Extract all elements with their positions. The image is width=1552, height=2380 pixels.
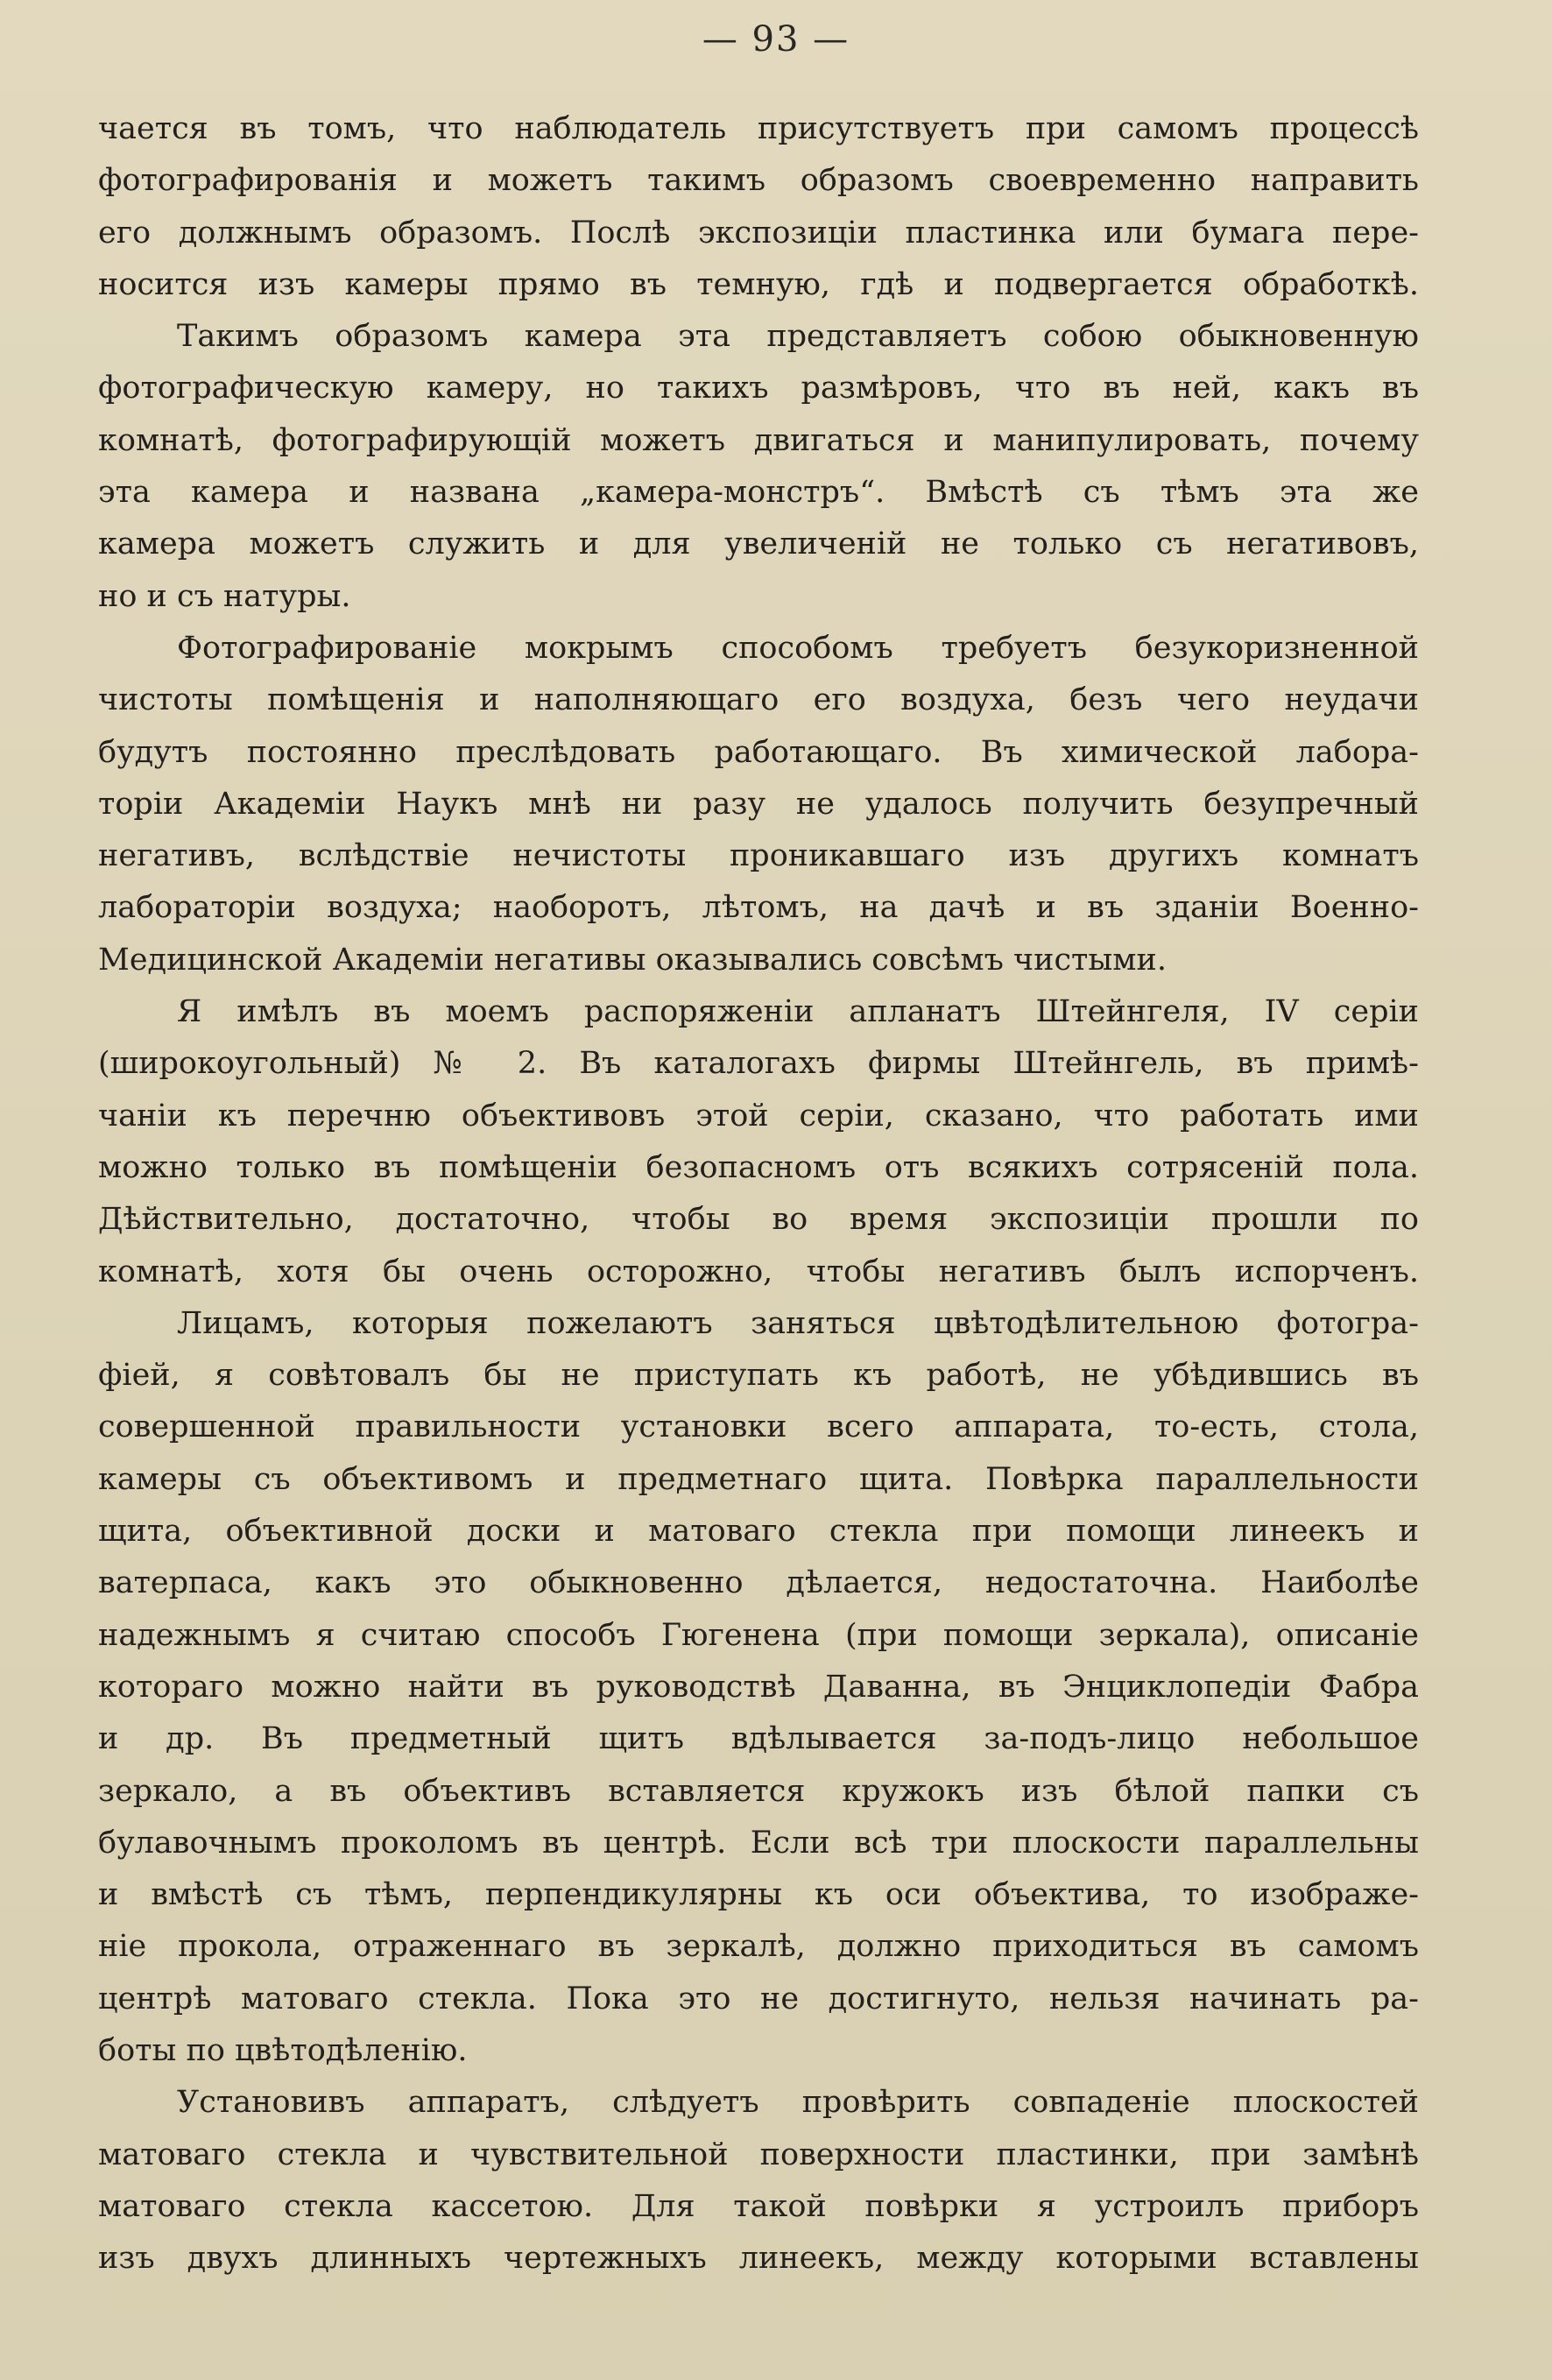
text-line: но и съ натуры. bbox=[98, 578, 351, 614]
text-line: негативъ, вслѣдствіе нечистоты проникавшаго изъ другихъ комнатъ bbox=[98, 838, 1419, 874]
text-line: Фотографированіе мокрымъ способомъ требуетъ безукоризненной bbox=[177, 630, 1419, 666]
text-line: совершенной правильности установки всего аппарата, то-есть, стола, bbox=[98, 1409, 1419, 1445]
text-line: чается въ томъ, что наблюдатель присутствуетъ при самомъ процессѣ bbox=[98, 111, 1419, 146]
text-line: носится изъ камеры прямо въ темную, гдѣ и подвергается обработкѣ. bbox=[98, 266, 1419, 302]
text-line: чаніи къ перечню объективовъ этой серіи, сказано, что работать ими bbox=[98, 1098, 1419, 1134]
text-line: щита, объективной доски и матоваго стекла при помощи линеекъ и bbox=[98, 1514, 1419, 1550]
text-line: эта камера и названа „камера-монстръ“. Вмѣстѣ съ тѣмъ эта же bbox=[98, 475, 1419, 511]
text-line: будутъ постоянно преслѣдовать работающаго. Въ химической лабора- bbox=[98, 734, 1419, 770]
text-line: изъ двухъ длинныхъ чертежныхъ линеекъ, между которыми вставлены bbox=[98, 2241, 1419, 2277]
text-line: камера можетъ служить и для увеличеній не только съ негативовъ, bbox=[98, 526, 1419, 562]
text-line: и вмѣстѣ съ тѣмъ, перпендикулярны къ оси объектива, то изображе- bbox=[98, 1877, 1419, 1913]
text-line: матоваго стекла кассетою. Для такой повѣрки я устроилъ приборъ bbox=[98, 2188, 1419, 2224]
text-line: зеркало, а въ объективъ вставляется кружокъ изъ бѣлой папки съ bbox=[98, 1773, 1419, 1809]
text-line: Лицамъ, которыя пожелаютъ заняться цвѣтодѣлительною фотогра- bbox=[177, 1305, 1419, 1341]
text-line: фотографированія и можетъ такимъ образомъ своевременно направить bbox=[98, 163, 1419, 199]
text-line: торіи Академіи Наукъ мнѣ ни разу не удалось получить безупречный bbox=[98, 786, 1419, 822]
page-number: — 93 — bbox=[702, 19, 850, 60]
text-line: матоваго стекла и чувствительной поверхности пластинки, при замѣнѣ bbox=[98, 2136, 1419, 2172]
text-line: боты по цвѣтодѣленію. bbox=[98, 2032, 468, 2068]
text-line: лабораторіи воздуха; наоборотъ, лѣтомъ, на дачѣ и въ зданіи Военно- bbox=[98, 890, 1419, 926]
text-line: Я имѣлъ въ моемъ распоряженіи апланатъ Штейнгеля, IV серіи bbox=[177, 994, 1419, 1030]
text-line: Дѣйствительно, достаточно, чтобы во время экспозиціи прошли по bbox=[98, 1202, 1419, 1238]
text-line: камеры съ объективомъ и предметнаго щита. Повѣрка параллельности bbox=[98, 1461, 1419, 1497]
text-line: чистоты помѣщенія и наполняющаго его воздуха, безъ чего неудачи bbox=[98, 682, 1419, 718]
text-line: фотографическую камеру, но такихъ размѣровъ, что въ ней, какъ въ bbox=[98, 371, 1419, 406]
text-line: комнатѣ, фотографирующій можетъ двигаться и манипулировать, почему bbox=[98, 422, 1419, 458]
text-line: фіей, я совѣтовалъ бы не приступать къ работѣ, не убѣдившись въ bbox=[98, 1358, 1419, 1394]
text-line: ватерпаса, какъ это обыкновенно дѣлается, недостаточна. Наиболѣе bbox=[98, 1565, 1419, 1601]
text-line: его должнымъ образомъ. Послѣ экспозиціи пластинка или бумага пере- bbox=[98, 215, 1419, 251]
body-text bbox=[98, 103, 1419, 2285]
text-line: Медицинской Академіи негативы оказывались совсѣмъ чистыми. bbox=[98, 942, 1167, 978]
text-line: котораго можно найти въ руководствѣ Даванна, въ Энциклопедіи Фабра bbox=[98, 1669, 1419, 1705]
text-line: (широкоугольный) № 2. Въ каталогахъ фирмы Штейнгель, въ примѣ- bbox=[98, 1046, 1419, 1082]
text-line: ніе прокола, отраженнаго въ зеркалѣ, должно приходиться въ самомъ bbox=[98, 1929, 1419, 1965]
text-line: центрѣ матоваго стекла. Пока это не достигнуто, нельзя начинать ра- bbox=[98, 1981, 1419, 2016]
text-line: и др. Въ предметный щитъ вдѣлывается за-подъ-лицо небольшое bbox=[98, 1721, 1419, 1757]
text-line: булавочнымъ проколомъ въ центрѣ. Если всѣ три плоскости параллельны bbox=[98, 1825, 1419, 1861]
text-line: надежнымъ я считаю способъ Гюгенена (при помощи зеркала), описаніе bbox=[98, 1617, 1419, 1653]
text-line: Такимъ образомъ камера эта представляетъ собою обыкновенную bbox=[177, 319, 1419, 355]
text-line: комнатѣ, хотя бы очень осторожно, чтобы негативъ былъ испорченъ. bbox=[98, 1254, 1419, 1289]
text-line: можно только въ помѣщеніи безопасномъ отъ всякихъ сотрясеній пола. bbox=[98, 1149, 1419, 1185]
text-line: Установивъ аппаратъ, слѣдуетъ провѣрить совпаденіе плоскостей bbox=[177, 2085, 1419, 2121]
